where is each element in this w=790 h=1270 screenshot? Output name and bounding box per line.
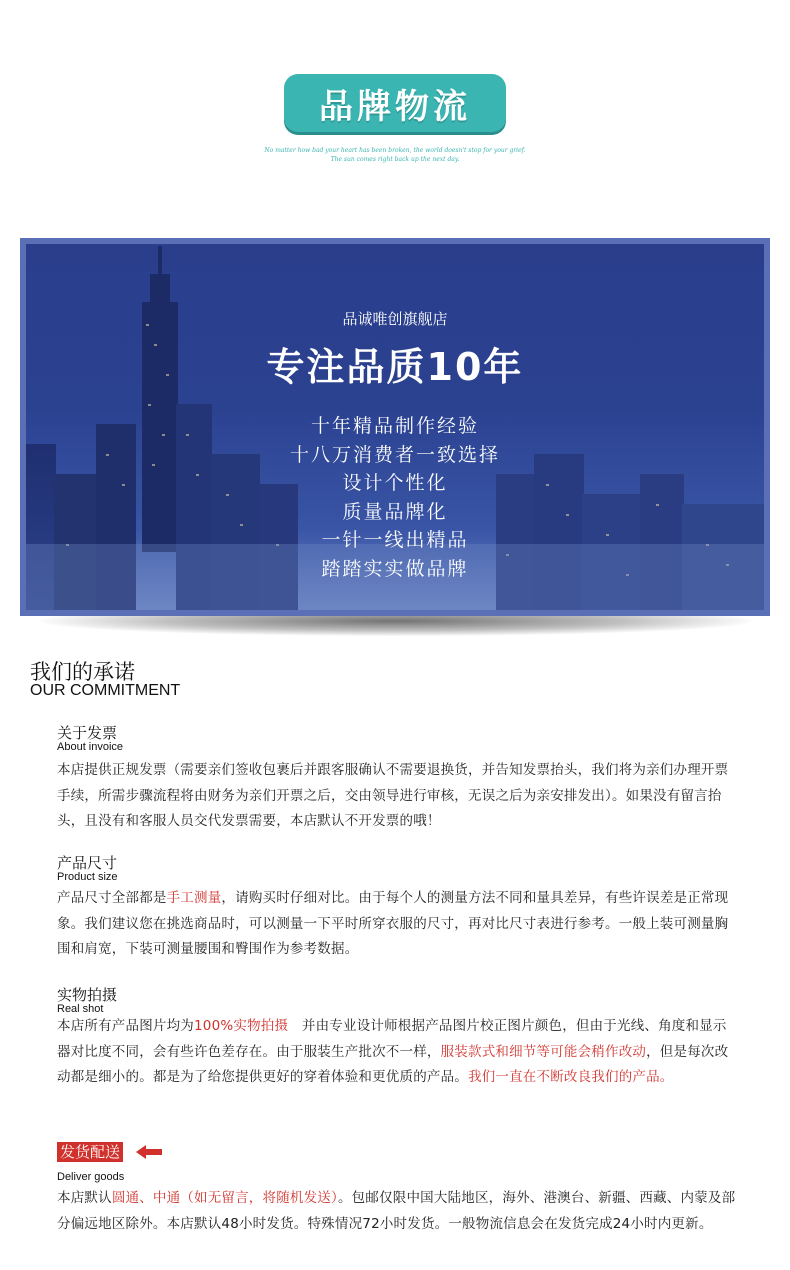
invoice-body: 本店提供正规发票（需要亲们签收包裹后并跟客服确认不需要退换货，并告知发票抬头，我们将为亲们办理开票手续，所需步骤流程将由财务为亲们开票之后，交由领导进行审核，无误之后为亲安排发出）。如果没有留言抬头，且没有和客服人员交代发票需要，本店默认不开发票的哦！ [57,762,729,829]
real-shot-highlight-2: 服装款式和细节等可能会稍作改动 [440,1043,647,1060]
real-shot-title-en: Real shot [57,1003,104,1015]
deliver-body-text-2: 。包邮仅限中国大陆地区，海外、港澳台、新疆、西藏、内蒙及部分偏远地区除外。本店默认48小时发货。特殊情况72小时发货。一般物流信息会在发货完成24小时内更新。 [57,1190,736,1232]
left-arrow-icon [136,1145,162,1159]
banner-feature-item: 十年精品制作经验 [310,415,479,437]
size-title-cn: 产品尺寸 [57,854,118,872]
real-shot-highlight-3: 我们一直在不断改良我们的产品。 [468,1069,674,1085]
size-body [57,886,739,963]
brand-badge-label: 品牌物流 [319,86,471,127]
real-shot-body-text-3: ，但是每次改动都是细小的。都是为了给您提供更好的穿着体验和更优质的产品。 [57,1043,729,1085]
brand-tagline-line-2: The sun comes right back up the next day. [330,156,460,163]
size-title-en: Product size [57,871,118,883]
deliver-body-text-1: 本店默认 [57,1190,112,1206]
size-body-text-1: 产品尺寸全部都是 [57,890,167,906]
commitment-title-en: OUR COMMITMENT [30,682,181,699]
deliver-title-cn: 发货配送 [57,1142,123,1162]
banner-feature-item: 一针一线出精品 [321,529,469,551]
deliver-title-en: Deliver goods [57,1171,125,1183]
deliver-body-highlight: 圆通、中通（如无留言，将随机发送） [111,1190,338,1206]
real-shot-body [57,1014,739,1091]
real-shot-body-text-1: 本店所有产品图片均为 [57,1018,194,1034]
banner-store-name: 品诚唯创旗舰店 [342,310,448,328]
brand-logistics-badge [284,74,506,132]
brand-tagline-line-1: No matter how bad your heart has been broken, the world doesn't stop for your grief. [264,147,526,154]
banner-feature-item: 踏踏实实做品牌 [321,557,469,580]
commitment-title-cn: 我们的承诺 [30,660,135,684]
size-body-text-2: ，请购买时仔细对比。由于每个人的测量方法不同和量具差异，有些许误差是正常现象。我们建议您在挑选商品时，可以测量一下平时所穿衣服的尺寸，再对比尺寸表进行参考。一般上装可测量胸围和肩宽，下装可测量腰围和臀围作为参考数据。 [57,890,729,957]
real-shot-title-cn: 实物拍摄 [57,986,118,1004]
invoice-title-en: About invoice [57,741,124,753]
banner-feature-list [26,412,764,583]
real-shot-highlight-1: 100%实物拍摄 [194,1018,289,1034]
size-body-highlight: 手工测量 [166,890,222,906]
real-shot-body-text-2: 并由专业设计师根据产品图片校正图片颜色，但由于光线、角度和显示器对比度不同，会有些许色差存在。由于服装生产批次不一样， [57,1018,727,1060]
city-skyline-banner [26,244,764,610]
banner-headline: 专注品质10年 [266,345,524,389]
banner-feature-item: 质量品牌化 [342,500,448,523]
invoice-title-cn: 关于发票 [57,724,118,742]
banner-feature-item: 十八万消费者一致选择 [289,443,500,466]
banner-feature-item: 设计个性化 [342,472,448,494]
deliver-body [57,1186,739,1237]
